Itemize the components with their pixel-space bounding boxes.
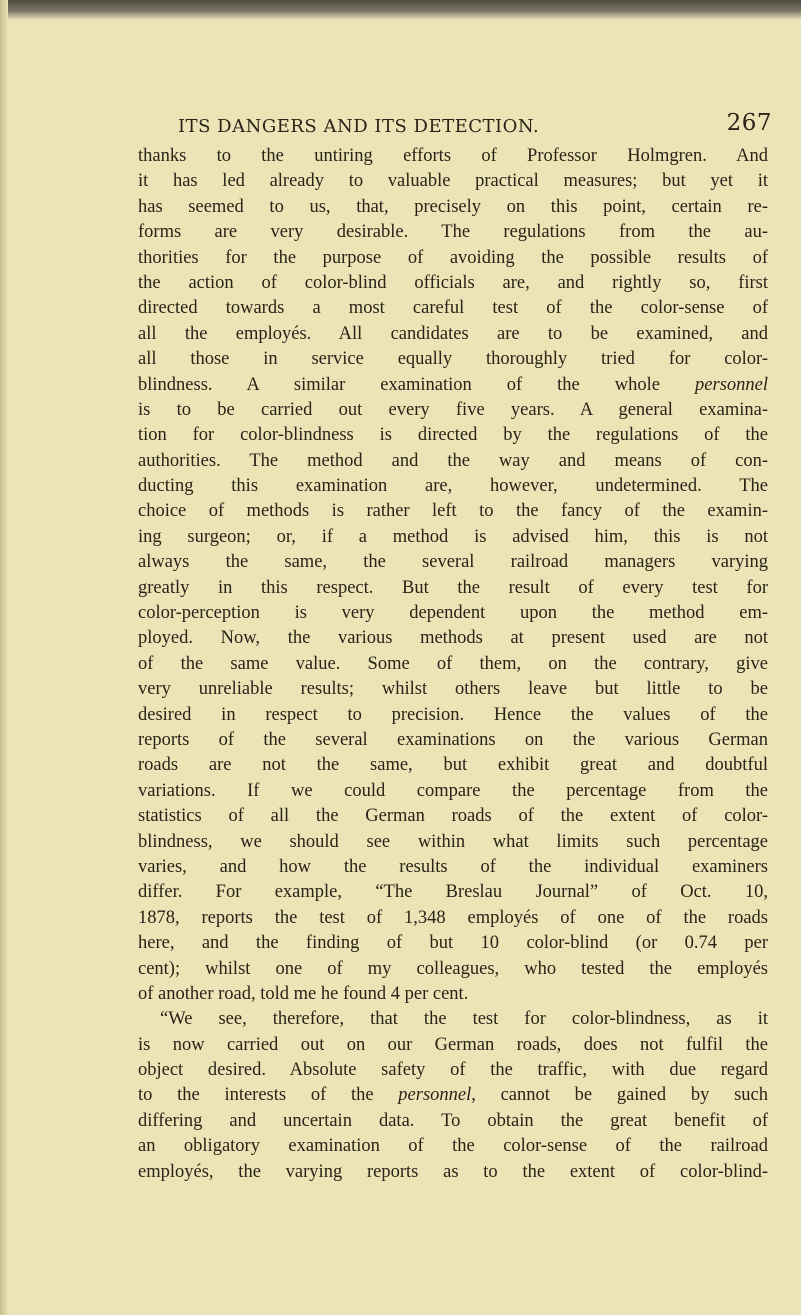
text-segment: to the interests of the: [138, 1085, 399, 1106]
running-head: [138, 110, 772, 144]
book-page: [138, 110, 772, 1185]
text-line: authorities. The method and the way and means of con-: [138, 450, 768, 471]
text-line: [138, 373, 768, 398]
scan-left-edge: [0, 0, 8, 1315]
text-line: employés, the varying reports as to the extent of color-blind-: [138, 1161, 768, 1182]
text-segment: blindness. A similar examination of the whole: [138, 374, 696, 395]
text-line: cent); whilst one of my colleagues, who tested the employés: [138, 958, 768, 979]
italic-word: personnel: [398, 1085, 472, 1106]
text-line: ducting this examination are, however, undetermined. The: [138, 476, 768, 497]
text-line: is to be carried out every five years. A general examina-: [138, 399, 768, 420]
text-line: roads are not the same, but exhibit great and doubtful: [138, 755, 768, 776]
text-line: thorities for the purpose of avoiding the possible results of: [138, 247, 768, 268]
text-line: choice of methods is rather left to the fancy of the examin-: [138, 501, 768, 522]
text-line: statistics of all the German roads of the extent of color-: [138, 806, 768, 827]
text-line: differ. For example, “The Breslau Journal” of Oct. 10,: [138, 882, 768, 903]
text-line: “We see, therefore, that the test for color-blindness, as it: [160, 1009, 768, 1030]
text-line: ployed. Now, the various methods at present used are not: [138, 628, 768, 649]
text-line: always the same, the several railroad managers varying: [138, 552, 768, 573]
body-text: [138, 144, 768, 1185]
text-line: 1878, reports the test of 1,348 employés of one of the roads: [138, 907, 768, 928]
text-line: an obligatory examination of the color-sense of the railroad: [138, 1136, 768, 1157]
text-line: all the employés. All candidates are to be examined, and: [138, 323, 768, 344]
text-line: is now carried out on our German roads, does not fulfil the: [138, 1034, 768, 1055]
text-line: blindness, we should see within what limits such percentage: [138, 831, 768, 852]
running-head-title: ITS DANGERS AND ITS DETECTION.: [178, 116, 540, 137]
text-line: all those in service equally thoroughly tried for color-: [138, 349, 768, 370]
text-line: directed towards a most careful test of the color-sense of: [138, 298, 768, 319]
text-line: color-perception is very dependent upon the method em-: [138, 603, 768, 624]
text-segment: , cannot be gained by such: [471, 1085, 768, 1106]
text-line: it has led already to valuable practical measures; but yet it: [138, 171, 768, 192]
page-number: 267: [726, 110, 772, 136]
text-line: varies, and how the results of the individual examiners: [138, 856, 768, 877]
text-line: variations. If we could compare the percentage from the: [138, 780, 768, 801]
text-line: [138, 1083, 768, 1108]
text-line: greatly in this respect. But the result of every test for: [138, 577, 768, 598]
text-line: of the same value. Some of them, on the contrary, give: [138, 653, 768, 674]
text-line: desired in respect to precision. Hence the values of the: [138, 704, 768, 725]
text-line: the action of color-blind officials are, and rightly so, first: [138, 272, 768, 293]
text-line: of another road, told me he found 4 per cent.: [138, 983, 469, 1004]
text-line: forms are very desirable. The regulations from the au-: [138, 222, 768, 243]
text-line: very unreliable results; whilst others leave but little to be: [138, 679, 768, 700]
text-line: ing surgeon; or, if a method is advised him, this is not: [138, 526, 768, 547]
italic-word: personnel: [695, 374, 768, 395]
text-line: thanks to the untiring efforts of Professor Holmgren. And: [138, 146, 768, 166]
text-line: here, and the finding of but 10 color-blind (or 0.74 per: [138, 933, 768, 954]
text-line: tion for color-blindness is directed by the regulations of the: [138, 425, 768, 446]
text-line: differing and uncertain data. To obtain the great benefit of: [138, 1110, 768, 1131]
text-line: reports of the several examinations on the various German: [138, 729, 768, 750]
text-line: has seemed to us, that, precisely on this point, certain re-: [138, 196, 768, 217]
text-line: object desired. Absolute safety of the traffic, with due regard: [138, 1060, 768, 1081]
scan-top-edge: [0, 0, 801, 20]
